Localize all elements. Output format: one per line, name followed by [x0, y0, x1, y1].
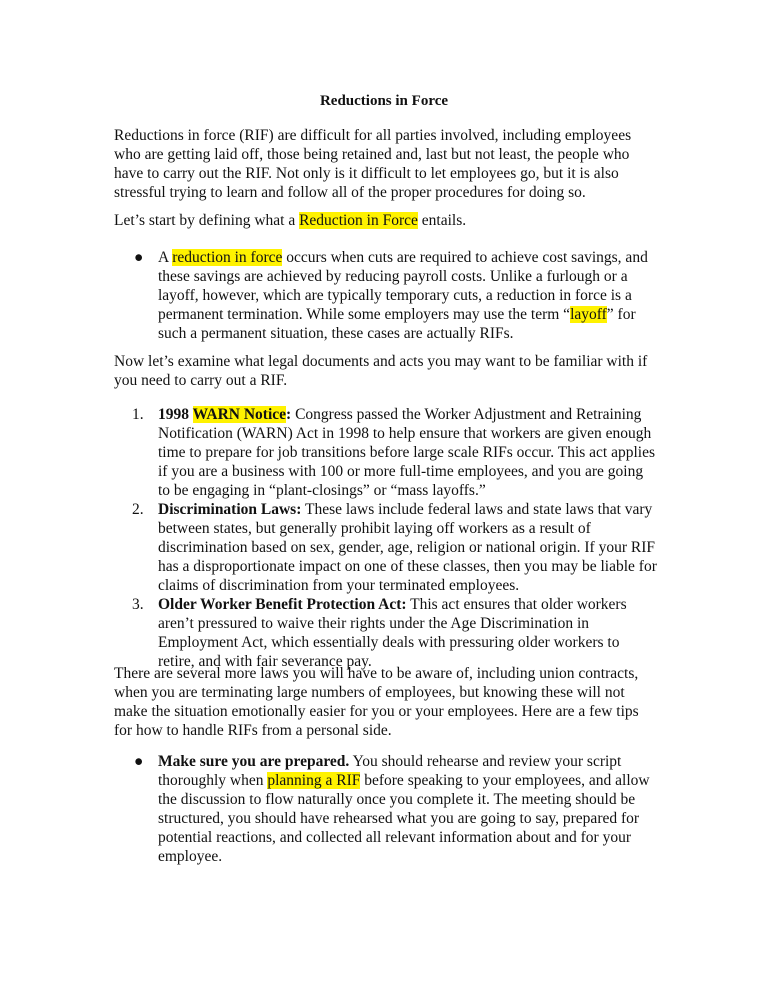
- list-item: [114, 248, 659, 343]
- warn-heading: 1998 WARN Notice:: [158, 406, 292, 423]
- define-paragraph: [114, 211, 659, 230]
- planning-rif-highlight-link[interactable]: planning a RIF: [267, 772, 361, 789]
- bullet-marker: ●: [134, 249, 144, 266]
- reduction-highlight-link[interactable]: reduction in force: [172, 249, 283, 266]
- define-text-post: entails.: [417, 212, 467, 229]
- list-item: [114, 595, 659, 671]
- warn-highlight-link[interactable]: WARN Notice: [192, 406, 287, 423]
- tip-text-pre: You should rehearse and review your script thoroughly when: [158, 753, 622, 789]
- tips-bullet-list: [114, 752, 659, 866]
- list-item: [114, 500, 659, 595]
- discrimination-text: These laws include federal laws and state laws that vary between states, but generally prohibit laying off workers as a result of discrimination based on sex, gender, age, religion or national origin. If your RIF has a disproportionate impact on one of these classes, then you may be liable for claims of discrimination from your terminated employees.: [158, 501, 657, 594]
- legal-numbered-list: [114, 405, 659, 671]
- discrimination-heading: Discrimination Laws:: [158, 501, 302, 518]
- definition-bullet-list: [114, 248, 659, 343]
- legal-intro-paragraph: Now let’s examine what legal documents and acts you may want to be familiar with if you need to carry out a RIF.: [114, 353, 648, 389]
- warn-text: Congress passed the Worker Adjustment and Retraining Notification (WARN) Act in 1998 to help ensure that workers are given enough time to prepare for job transitions before large scale RIFs occur. This act applies if you are a business with 100 or more full-time employees, and you are going to be engaging in “plant-closings” or “mass layoffs.”: [158, 406, 655, 499]
- owbpa-heading: Older Worker Benefit Protection Act:: [158, 596, 407, 613]
- bullet-text-pre: A: [158, 249, 173, 266]
- list-item: [114, 405, 659, 500]
- bullet-text-post: ” for such a permanent situation, these cases are actually RIFs.: [158, 306, 636, 342]
- bullet-marker: ●: [134, 753, 144, 770]
- list-number: 2.: [132, 501, 144, 518]
- list-number: 3.: [132, 596, 144, 613]
- bullet-text-mid: occurs when cuts are required to achieve cost savings, and these savings are achieved by reducing payroll costs. Unlike a furlough or a layoff, however, which are typically temporary cuts, a reduction in force is a permanent termination. While some employers may use the term “: [158, 249, 648, 323]
- tip-text-post: before speaking to your employees, and allow the discussion to flow naturally once you complete it. The meeting should be structured, you should have rehearsed what you are going to say, prepared for potential reactions, and collected all relevant information about and for your employee.: [158, 772, 650, 865]
- list-number: 1.: [132, 406, 144, 423]
- define-text-pre: Let’s start by defining what a: [114, 212, 300, 229]
- tip-heading: Make sure you are prepared.: [158, 753, 350, 770]
- list-item: [114, 752, 659, 866]
- more-laws-paragraph: There are several more laws you will have to be aware of, including union contracts, when you are terminating large numbers of employees, but knowing these will not make the situation emotionally easier for you or your employees. Here are a few tips for how to handle RIFs from a personal side.: [114, 665, 639, 739]
- define-highlight-link[interactable]: Reduction in Force: [299, 212, 418, 229]
- layoff-highlight-link[interactable]: layoff: [570, 306, 607, 323]
- document-title: Reductions in Force: [319, 93, 449, 109]
- intro-paragraph: Reductions in force (RIF) are difficult for all parties involved, including employees who are getting laid off, those being retained and, last but not least, the people who have to carry out the RIF. Not only is it difficult to let employees go, but it is also stressful trying to learn and follow all of the proper procedures for doing so.: [114, 127, 632, 201]
- owbpa-text: This act ensures that older workers aren’t pressured to waive their rights under the Age Discrimination in Employment Act, which essentially deals with pressuring older workers to retire, and with fair severance pay.: [158, 596, 627, 670]
